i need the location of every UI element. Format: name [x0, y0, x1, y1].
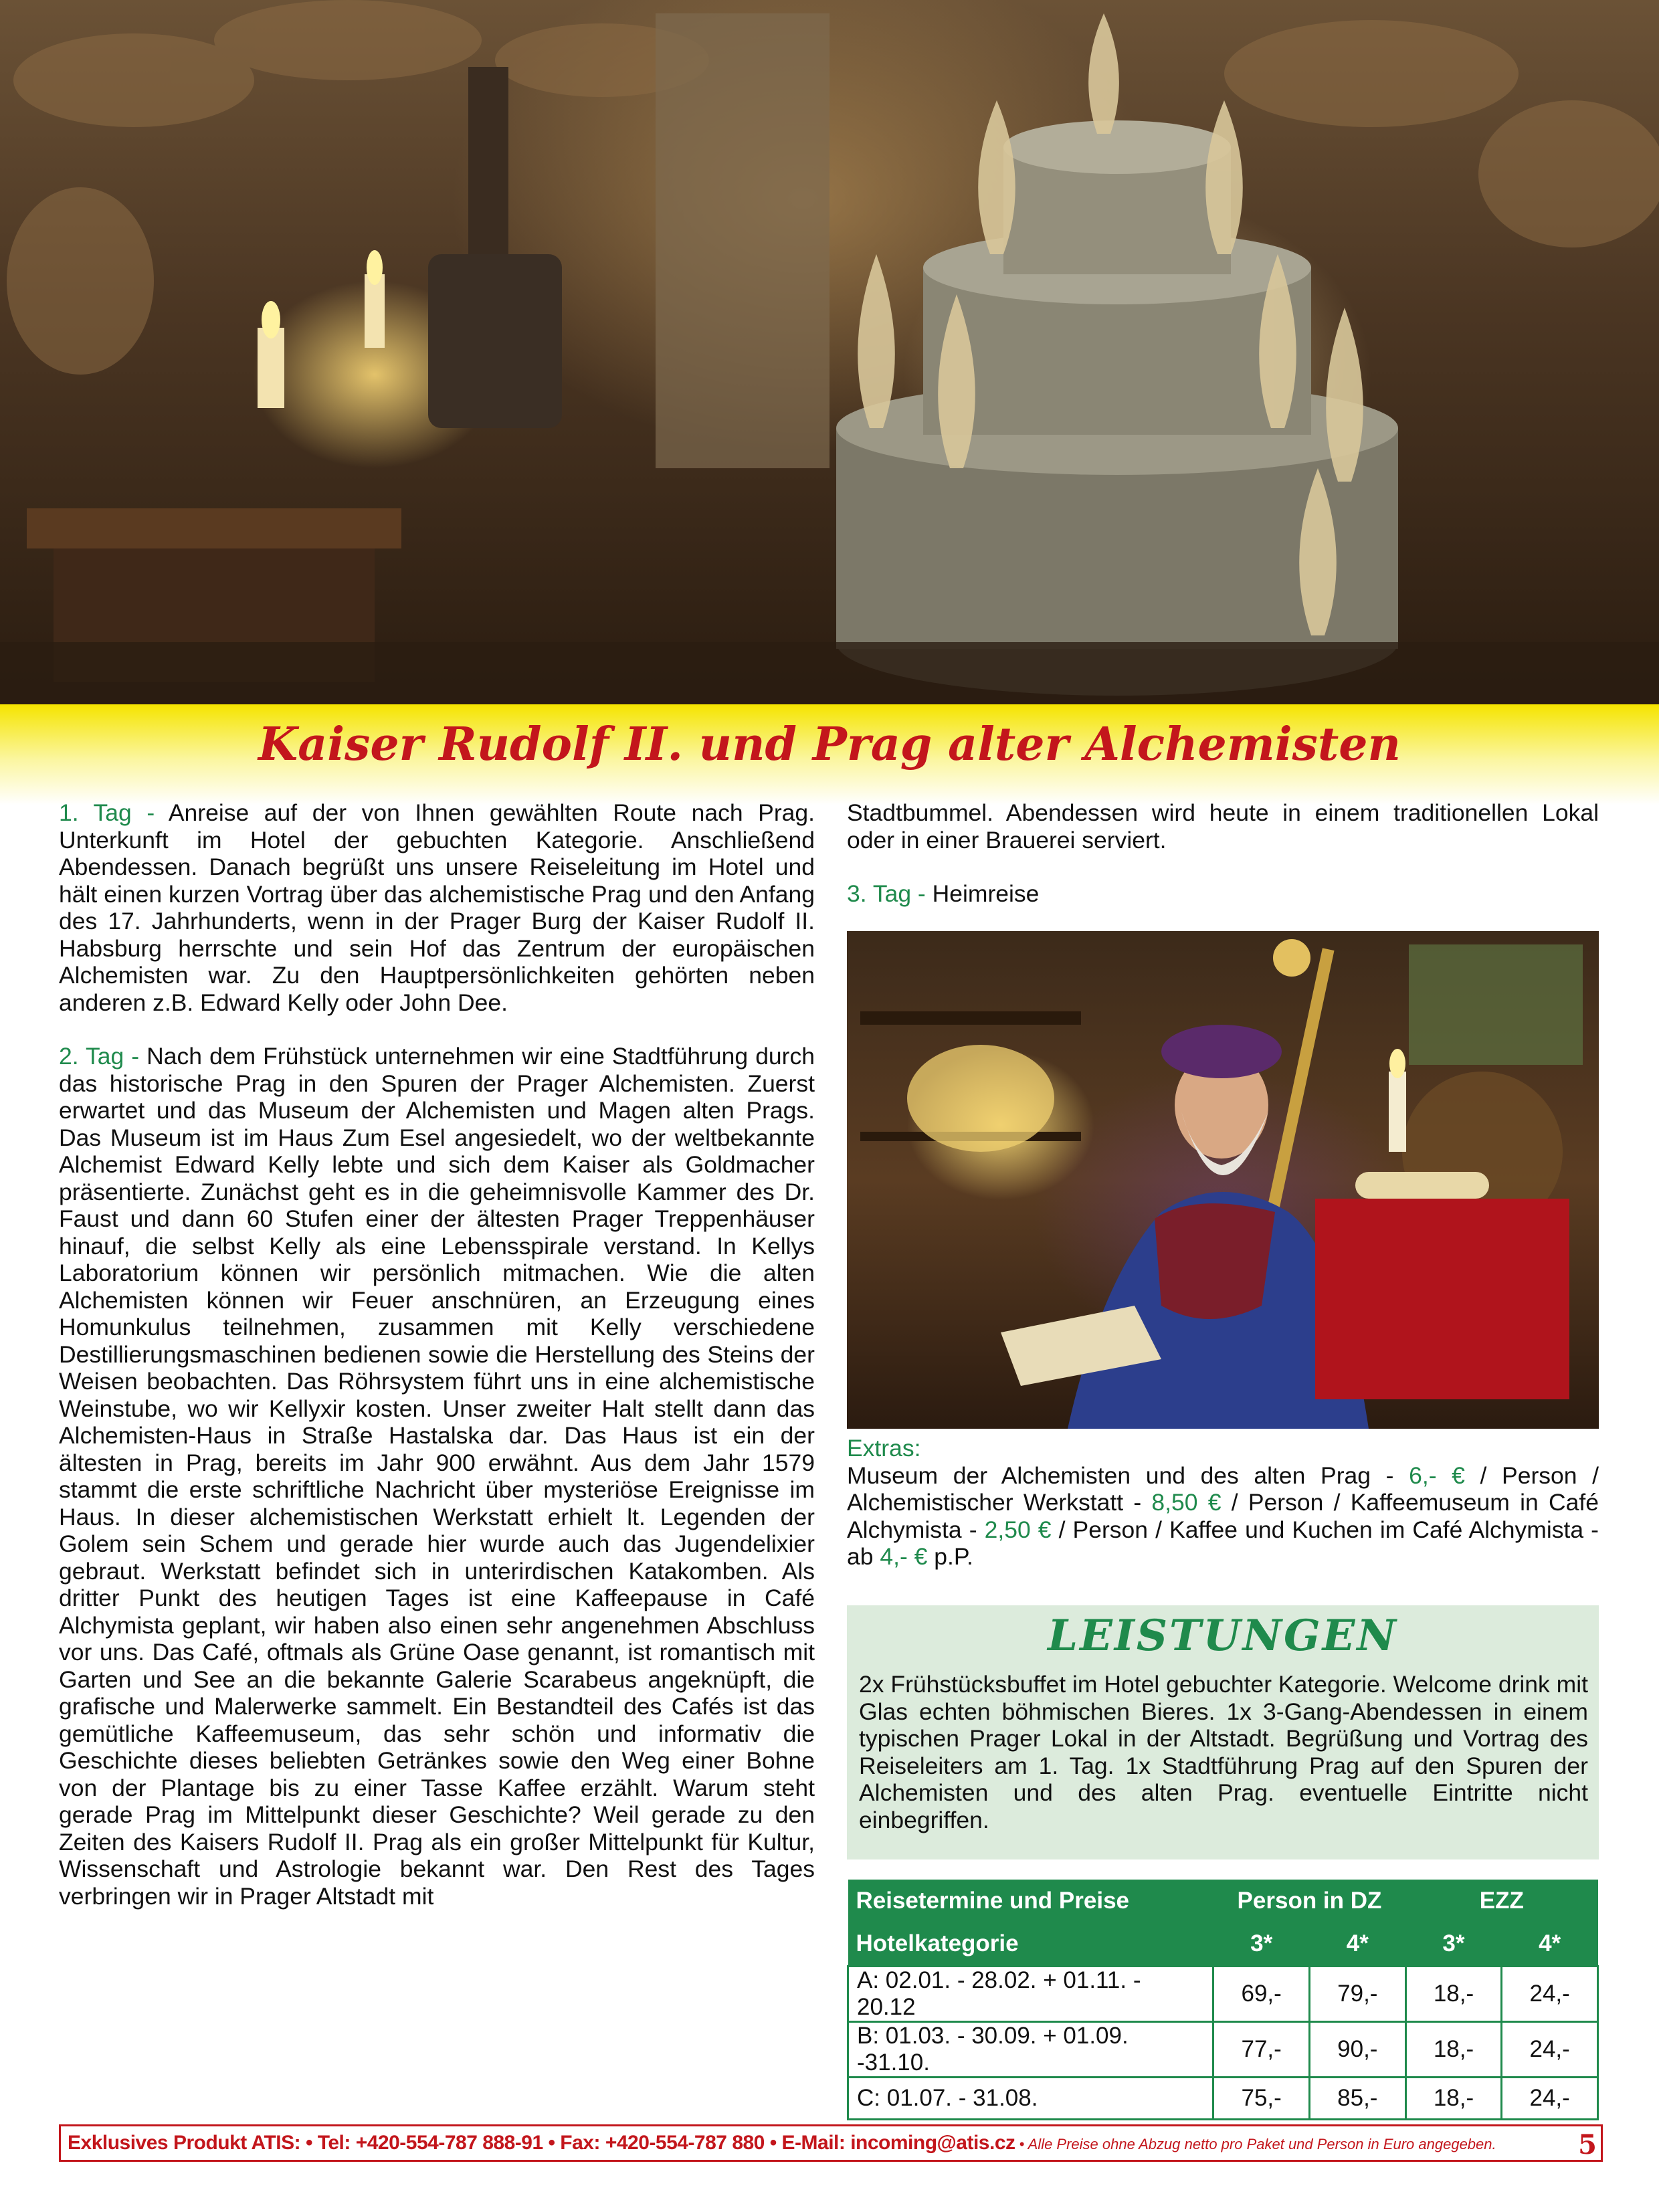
price-cell: 18,- [1405, 1967, 1502, 2022]
price-cell: 85,- [1309, 2078, 1405, 2120]
page-number: 5 [1578, 2129, 1597, 2160]
day3-text: Heimreise [925, 880, 1040, 907]
extras-item-kuchen: / Person / Kaffee und Kuchen im Café Alchymista - ab [847, 1516, 1599, 1570]
day3-paragraph [847, 880, 1599, 908]
extras-item-werkstatt: / Person / Alchemistischer Werkstatt - [847, 1462, 1599, 1516]
extras-price-kaffeemuseum: 2,50 € [984, 1516, 1052, 1543]
leistungen-box [847, 1605, 1599, 1859]
footer-contact [68, 2132, 1496, 2154]
header-dz-4star: 4* [1309, 1922, 1405, 1967]
price-cell: 24,- [1502, 1967, 1598, 2022]
price-cell: 24,- [1502, 2078, 1598, 2120]
header-ezz: EZZ [1405, 1880, 1597, 1922]
header-person-dz: Person in DZ [1213, 1880, 1405, 1922]
price-cell: 69,- [1213, 1967, 1310, 2022]
extras-section [847, 1435, 1599, 1571]
table-row [848, 1967, 1598, 2022]
price-cell: 77,- [1213, 2022, 1310, 2078]
footer-price-note: • Alle Preise ohne Abzug netto pro Paket und Person in Euro angegeben. [1015, 2136, 1496, 2152]
extras-price-kuchen: 4,- € [880, 1543, 928, 1570]
price-cell: 24,- [1502, 2022, 1598, 2078]
day2-text: Nach dem Frühstück unternehmen wir eine Stadtführung durch das historische Prag in den Spuren der Prager Alchemisten. Zuerst erwartet und das Museum der Alchemisten und Magen alten Prags. Das Museum ist im Haus Zum Esel angesiedelt, wo der weltbekannte Alchemist Edward Kelly lebte und sich dem Kaiser als Goldmacher präsentierte. Zunächst geht es in die geheimnisvolle Kammer des Dr. Faust und dann 60 Stufen einer der ältesten Prager Treppenhäuser hinauf, die selbst Kelly als eine Lebensspirale verstand. In Kellys Laboratorium können wir persönlich mitmachen. Wie die alten Alchemisten können wir Feuer anschnüren, an Erzeugung eines Homunkulus teilnehmen, zusammen mit Kelly verschiedene Destillierungsmaschinen bedienen sowie die Herstellung des Steins der Weisen beobachten. Das Röhrsystem führt uns in eine alchemistische Weinstube, wo wir Kellyxir kosten. Unser zweiter Halt stellt dann das Alchemisten-Haus in Straße Hastalska dar. Das Haus ist ein der ältesten in Prag, bereits im Jahr 900 erwähnt. Aus dem Jahr 1579 stammt die erste schriftliche Nachricht über mysteriöse Ereignisse im Haus. In dieser alchemistischen Werkstatt erhielt lt. Legenden der Golem sein Schem und gerade hier wurde auch das Jugendelixier gebraut. Werkstatt befindet sich in unterirdischen Katakomben. Als dritter Punkt des heutigen Tages ist eine Kaffeepause in Café Alchymista geplant, wir haben also einen sehr angenehmen Abschluss vor uns. Das Café, oftmals als Grüne Oase genannt, ist romantisch mit Garten und See an die bekannte Galerie Scarabeus angeknüpft, die grafische und Malerwerke sammelt. Ein Bestandteil des Cafés ist das gemütliche Kaffeemuseum, das sehr schön und informativ die Geschichte dieses beliebten Getränkes sowie den Weg einer Bohne von der Plantage bis zu einer Tasse Kaffee erzählt. Warum steht gerade Prag im Mittelpunkt dieser Geschichte? Weil gerade zu den Zeiten des Kaisers Rudolf II. Prag als ein großer Mittelpunkt für Kultur, Wissenschaft und Astrologie bekannt war. Den Rest des Tages verbringen wir in Prager Altstadt mit [59, 1043, 815, 1910]
cellar-photo [0, 0, 1659, 704]
price-cell: 90,- [1309, 2022, 1405, 2078]
day2-paragraph [59, 1043, 815, 1910]
day1-label: 1. Tag - [59, 799, 155, 826]
extras-label: Extras: [847, 1435, 921, 1462]
leistungen-text: 2x Frühstücksbuffet im Hotel gebuchter Kategorie. Welcome drink mit Glas echten böhmischen Bieres. 1x 3-Gang-Abendessen in einem typischen Prager Lokal in der Altstadt. Begrüßung und Vortrag des Reiseleiters am 1. Tag. 1x Stadtführung Prag auf den Spuren der Alchemisten und des alten Prag. eventuelle Eintritte nicht einbegriffen. [859, 1671, 1588, 1833]
extras-item-museum: Museum der Alchemisten und des alten Prag - [847, 1462, 1409, 1489]
table-header-row [848, 1880, 1598, 1922]
row-label: B: 01.03. - 30.09. + 01.09. -31.10. [848, 2022, 1213, 2078]
extras-item-kaffeemuseum: / Person / Kaffeemuseum in Café Alchymista - [847, 1489, 1599, 1543]
right-column-top [847, 799, 1599, 934]
extras-suffix: p.P. [927, 1543, 973, 1570]
day1-text: Anreise auf der von Ihnen gewählten Route nach Prag. Unterkunft im Hotel der gebuchten Kategorie. Anschließend Abendessen. Danach begrüßt uns unsere Reiseleitung im Hotel und hält einen kurzen Vortrag über das alchemistische Prag und den Anfang des 17. Jahrhunderts, wenn in der Prager Burg der Kaiser Rudolf II. Habsburg herrschte und sein Hof das Zentrum der europäischen Alchemisten war. Zu den Hauptpersönlichkeiten gehörten neben anderen z.B. Edward Kelly oder John Dee. [59, 799, 815, 1016]
row-label: C: 01.07. - 31.08. [848, 2078, 1213, 2120]
header-ezz-4star: 4* [1502, 1922, 1598, 1967]
day3-label: 3. Tag - [847, 880, 926, 907]
table-row [848, 2022, 1598, 2078]
header-reisetermine: Reisetermine und Preise [848, 1880, 1213, 1922]
price-cell: 18,- [1405, 2022, 1502, 2078]
table-subheader-row [848, 1922, 1598, 1967]
price-cell: 75,- [1213, 2078, 1310, 2120]
page-title: Kaiser Rudolf II. und Prag alter Alchemisten [258, 718, 1401, 771]
day1-paragraph [59, 799, 815, 1016]
header-ezz-3star: 3* [1405, 1922, 1502, 1967]
cellar-illustration [0, 0, 1659, 704]
row-label: A: 02.01. - 28.02. + 01.11. - 20.12 [848, 1967, 1213, 2022]
alchemist-painting-illustration [847, 931, 1599, 1429]
extras-price-werkstatt: 8,50 € [1151, 1489, 1222, 1516]
alchemist-painting [847, 931, 1599, 1429]
table-row [848, 2078, 1598, 2120]
footer-contact-main: Exklusives Produkt ATIS: • Tel: +420-554-787 888-91 • Fax: +420-554-787 880 • E-Mail: incoming@atis.cz [68, 2132, 1015, 2154]
leistungen-title: LEISTUNGEN [1048, 1611, 1398, 1661]
left-column [59, 799, 815, 1936]
price-cell: 18,- [1405, 2078, 1502, 2120]
day2-continued: Stadtbummel. Abendessen wird heute in einem traditionellen Lokal oder in einer Brauerei serviert. [847, 799, 1599, 853]
price-table [847, 1880, 1599, 2120]
price-cell: 79,- [1309, 1967, 1405, 2022]
header-dz-3star: 3* [1213, 1922, 1310, 1967]
footer-bar [59, 2124, 1603, 2162]
extras-price-museum: 6,- € [1409, 1462, 1465, 1489]
extras-text [847, 1462, 1599, 1571]
header-hotelkategorie: Hotelkategorie [848, 1922, 1213, 1967]
day2-label: 2. Tag - [59, 1043, 140, 1070]
